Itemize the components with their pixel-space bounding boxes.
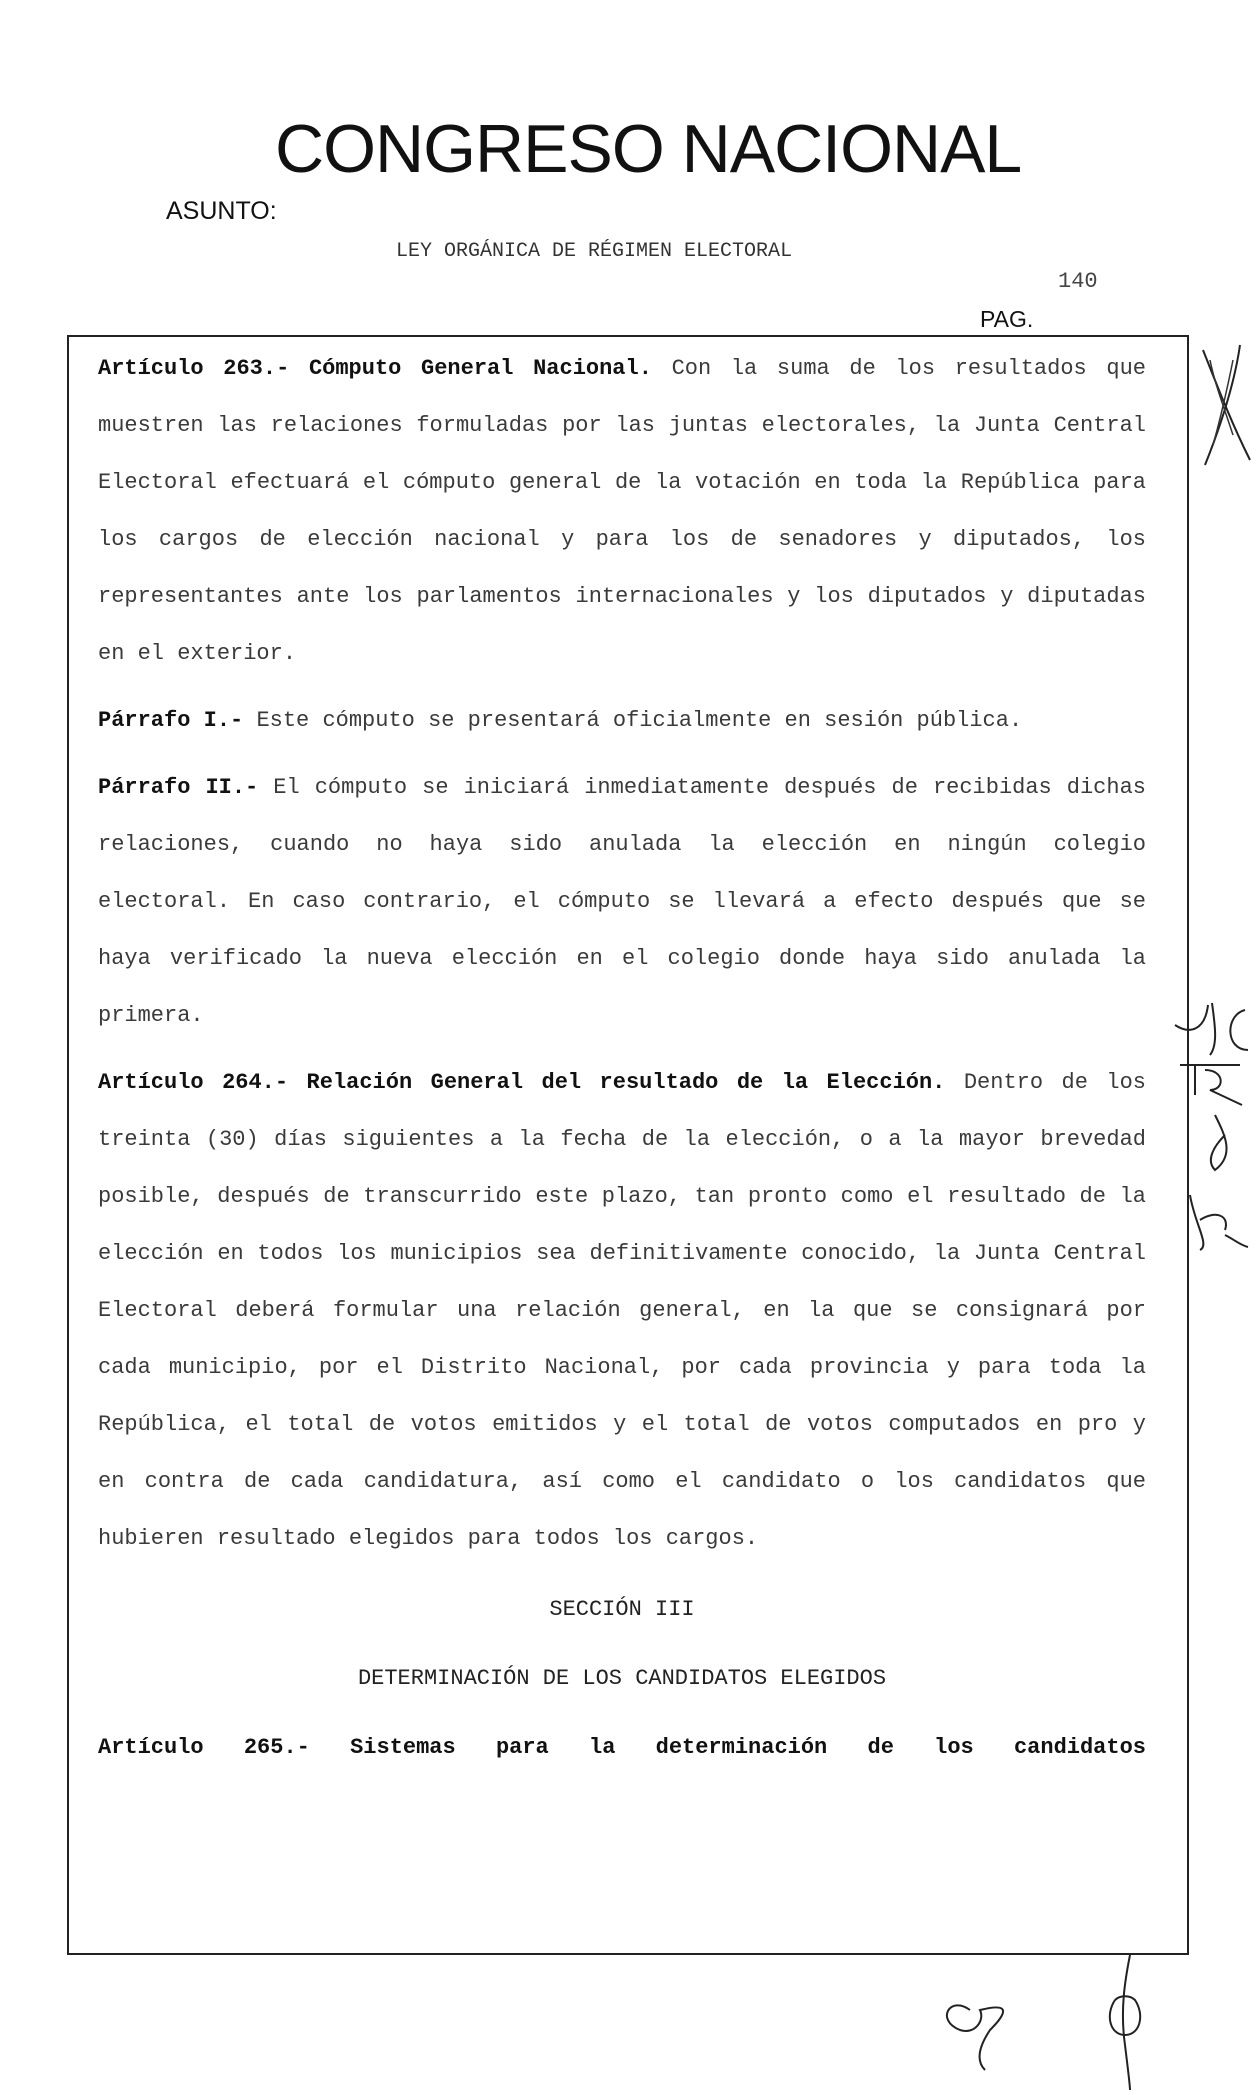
paragraph-1 [98,692,1146,749]
article-265 [98,1719,1146,1776]
handwritten-x-mark [1195,340,1255,470]
handwritten-initials [1170,995,1255,1255]
article-264-heading: Artículo 264.- Relación General del resultado de la Elección. [98,1070,946,1095]
handwritten-signature [930,1950,1180,2090]
page-label: PAG. [980,306,1034,332]
paragraph-1-heading: Párrafo I.- [98,708,244,733]
page-number: 140 [1058,269,1098,294]
paragraph-2-heading: Párrafo II.- [98,775,259,800]
article-263 [98,340,1146,682]
article-264 [98,1054,1146,1567]
article-263-text: Con la suma de los resultados que muestren las relaciones formuladas por las juntas electorales, la Junta Central Electoral efectuará el cómputo general de la votación en toda la República para los cargos de elección nacional y para los de senadores y diputados, los representantes ante los parlamentos internacionales y los diputados y diputadas en el exterior. [98,356,1147,666]
institution-title: CONGRESO NACIONAL [275,111,1022,187]
paragraph-2-text: El cómputo se iniciará inmediatamente después de recibidas dichas relaciones, cuando no haya sido anulada la elección en ningún colegio electoral. En caso contrario, el cómputo se llevará a efecto después que se haya verificado la nueva elección en el colegio donde haya sido anulada la primera. [98,775,1146,1028]
article-264-text: Dentro de los treinta (30) días siguientes a la fecha de la elección, o a la mayor brevedad posible, después de transcurrido este plazo, tan pronto como el resultado de la elección en todos los municipios sea definitivamente conocido, la Junta Central Electoral deberá formular una relación general, en la que se consignará por cada municipio, por el Distrito Nacional, por cada provincia y para toda la República, el total de votos emitidos y el total de votos computados en pro y en contra de cada candidatura, así como el candidato o los candidatos que hubieren resultado elegidos para todos los cargos. [98,1070,1146,1551]
article-265-heading: Artículo 265.- Sistemas para la determinación de los candidatos [98,1735,1146,1760]
paragraph-1-text: Este cómputo se presentará oficialmente en sesión pública. [256,708,1023,733]
document-body [98,340,1146,1786]
asunto-label: ASUNTO: [166,197,277,225]
section-title: SECCIÓN III [549,1597,695,1622]
paragraph-2 [98,759,1146,1044]
article-263-heading: Artículo 263.- Cómputo General Nacional. [98,356,652,381]
section-subtitle: DETERMINACIÓN DE LOS CANDIDATOS ELEGIDOS [357,1666,887,1691]
document-subject: LEY ORGÁNICA DE RÉGIMEN ELECTORAL [396,240,793,263]
